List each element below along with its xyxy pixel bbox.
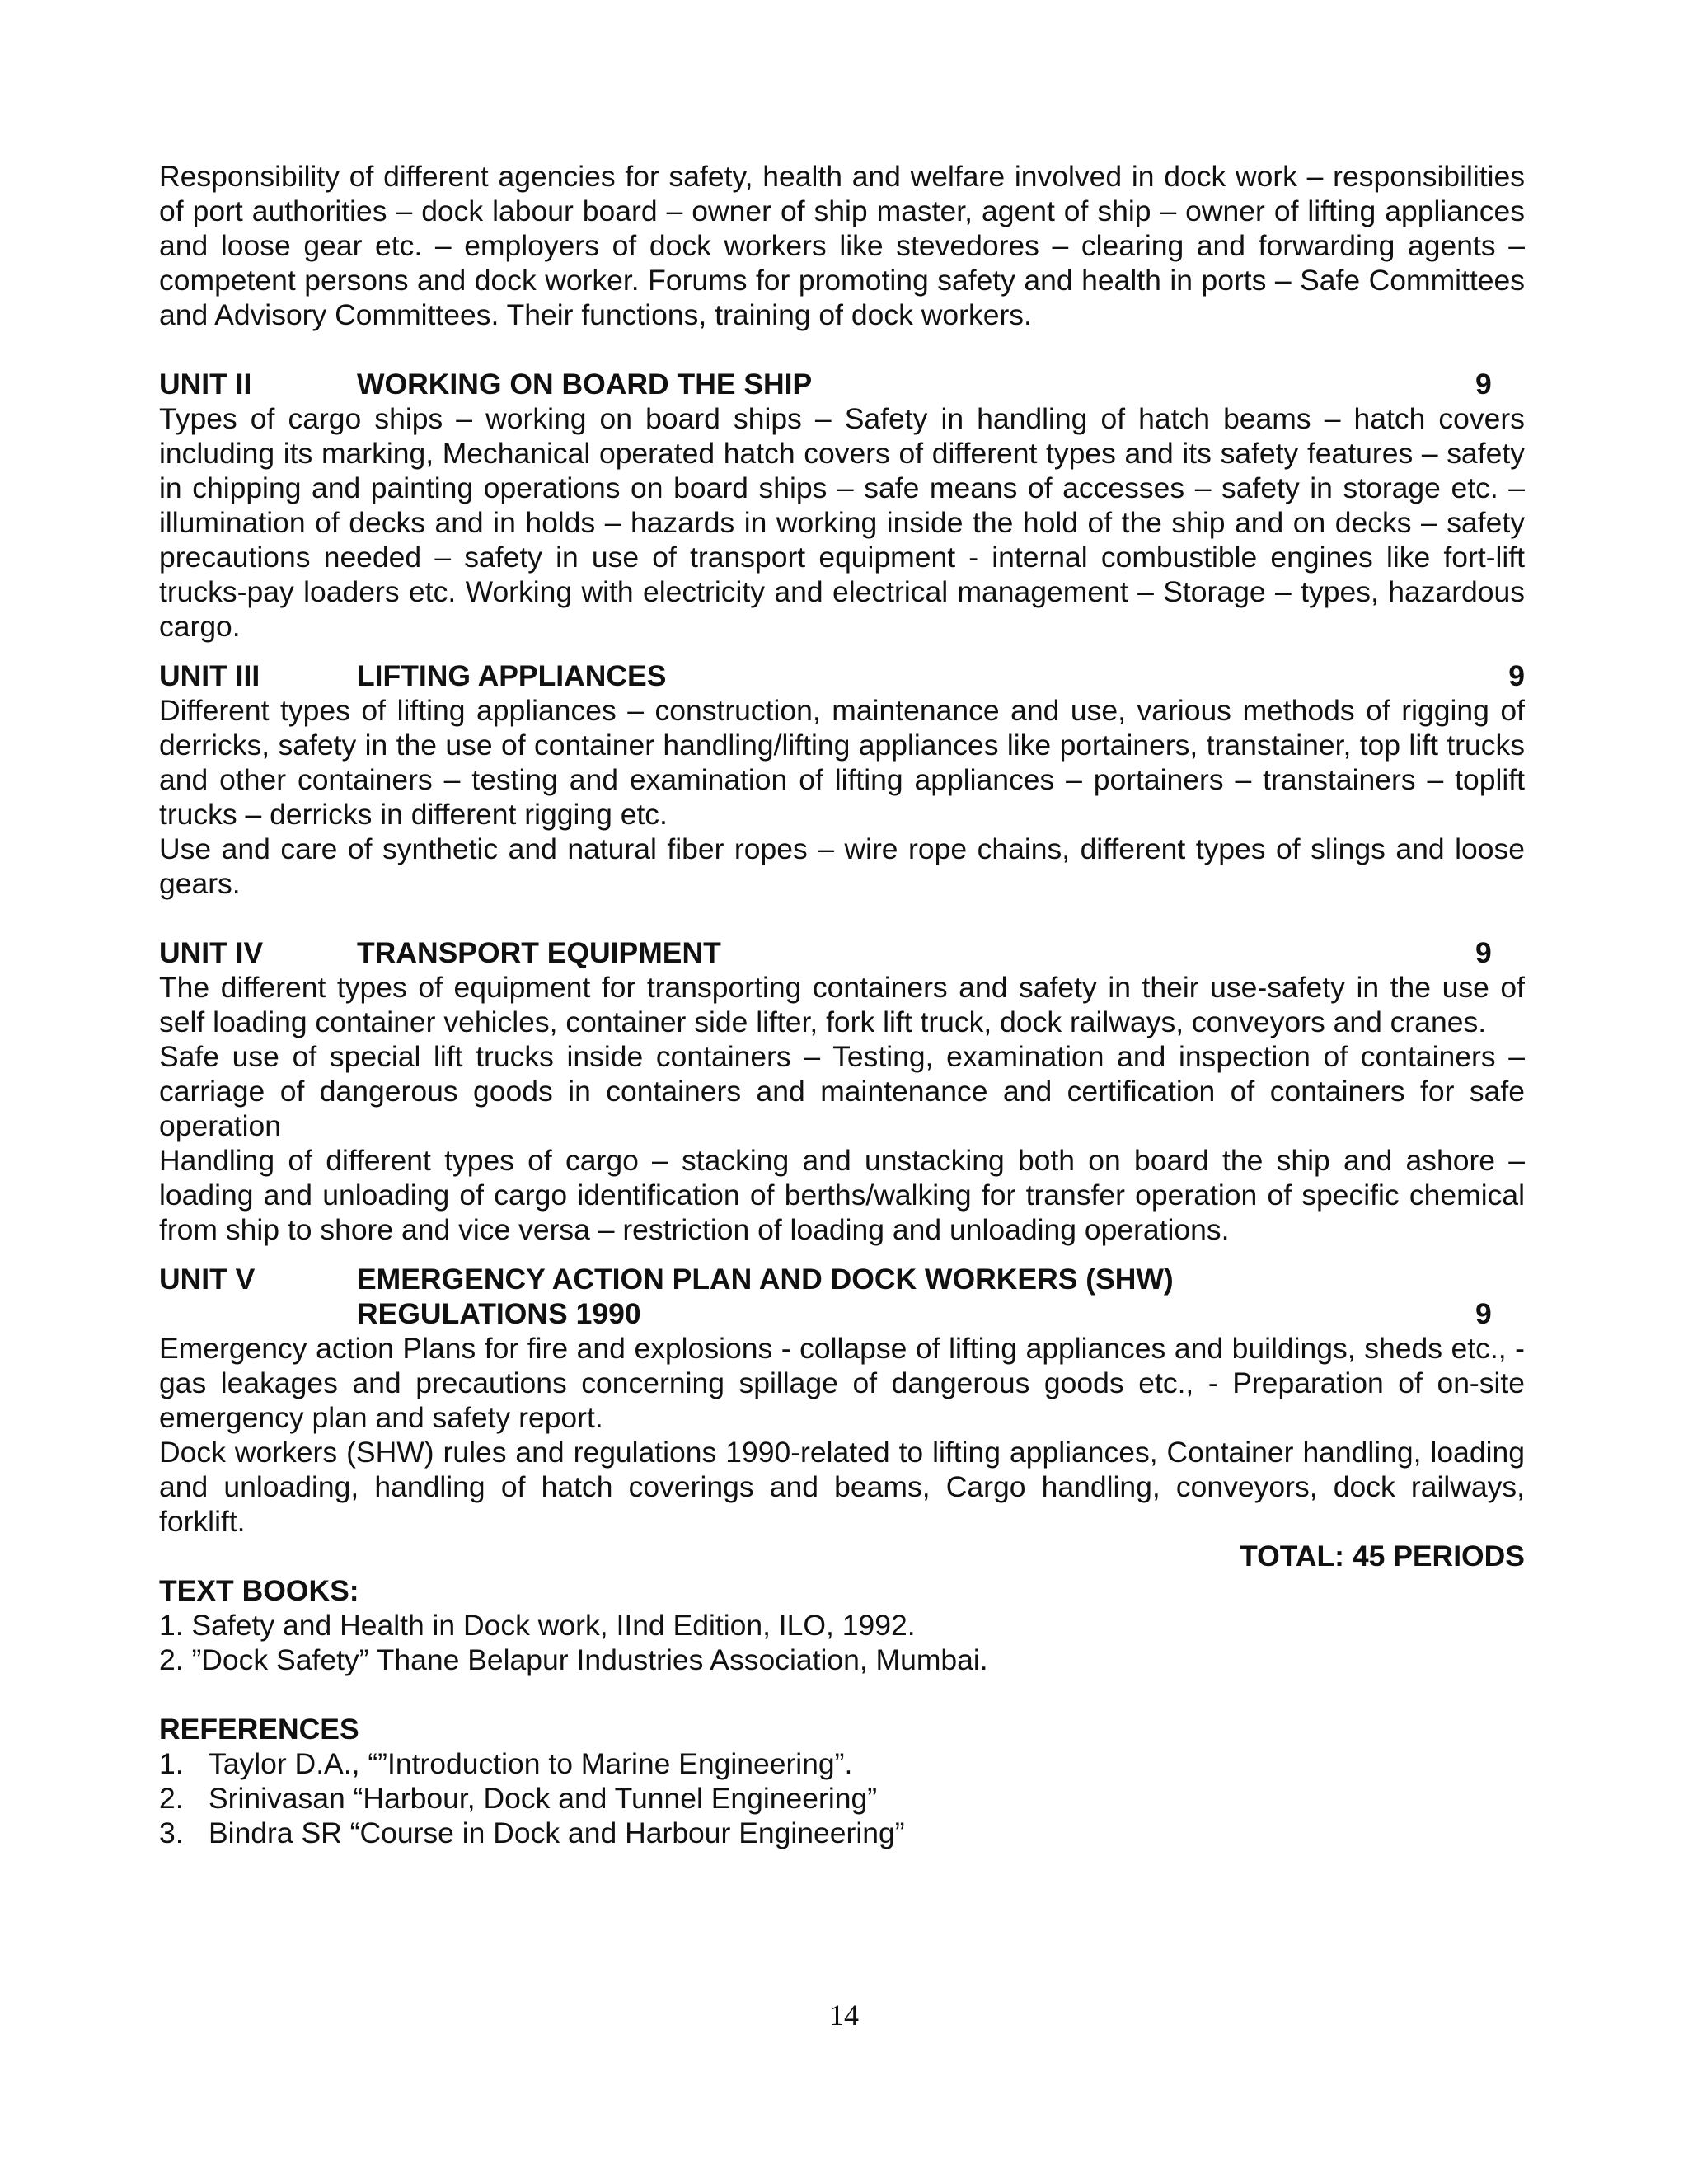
unit-title-continued: REGULATIONS 1990: [357, 1297, 641, 1330]
unit-title: WORKING ON BOARD THE SHIP: [357, 368, 813, 401]
page-content: [159, 159, 1525, 1850]
unit-periods: 9: [1475, 1297, 1492, 1330]
page-number: 14: [829, 1999, 859, 2032]
reference-number: 2.: [159, 1782, 184, 1815]
unit-periods: 9: [1475, 368, 1492, 401]
spacer: [159, 332, 1525, 367]
reference-number: 3.: [159, 1816, 184, 1849]
reference-item: [159, 1781, 1525, 1816]
references-heading: REFERENCES: [159, 1713, 359, 1746]
intro-paragraph: Responsibility of different agencies for safety, health and welfare involved in dock work – responsibilities of port authorities – dock labour board – owner of ship master, agent of ship – owner of lifting appliances and loose gear etc. – employers of dock workers like stevedores – clearing and forwarding agents – competent persons and dock worker. Forums for promoting safety and health in ports – Safe Committees and Advisory Committees. Their functions, training of dock workers.: [159, 160, 1525, 331]
unit-title: LIFTING APPLIANCES: [357, 659, 667, 692]
spacer: [159, 901, 1525, 935]
unit-5-paragraph-2: Dock workers (SHW) rules and regulations 1990-related to lifting appliances, Container handling, loading and unloading, handling of hatch coverings and beams, Cargo handling, conveyors, dock railways, forklift.: [159, 1436, 1525, 1538]
unit-2-heading: [159, 367, 1525, 401]
unit-periods-placeholder: [1475, 1262, 1525, 1296]
spacer: [159, 1677, 1525, 1712]
unit-number: UNIT III: [159, 659, 260, 692]
unit-number-blank: [159, 1296, 357, 1331]
spacer: [159, 1247, 1525, 1262]
unit-3-paragraph-2: Use and care of synthetic and natural fiber ropes – wire rope chains, different types of slings and loose gears.: [159, 832, 1525, 900]
total-periods: TOTAL: 45 PERIODS: [1240, 1540, 1525, 1572]
unit-4-paragraph-1: The different types of equipment for transporting containers and safety in their use-safety in the use of self loading container vehicles, container side lifter, fork lift truck, dock railways, conveyors and cranes.: [159, 971, 1525, 1038]
reference-item: [159, 1746, 1525, 1781]
unit-5-paragraph-1: Emergency action Plans for fire and explosions - collapse of lifting appliances and buildings, sheds etc., - gas leakages and precautions concerning spillage of dangerous goods etc., - Preparation of on-site emergency plan and safety report.: [159, 1332, 1525, 1434]
unit-5-heading-line-2: [159, 1296, 1525, 1331]
unit-title: TRANSPORT EQUIPMENT: [357, 936, 721, 969]
spacer: [159, 644, 1525, 658]
unit-5-heading-line-1: [159, 1262, 1525, 1296]
unit-number: UNIT IV: [159, 936, 264, 969]
unit-number: UNIT II: [159, 368, 252, 401]
unit-3-paragraph-1: Different types of lifting appliances – construction, maintenance and use, various methods of rigging of derricks, safety in the use of container handling/lifting appliances like portainers, transtainer, top lift trucks and other containers – testing and examination of lifting appliances – portainers – transtainers – toplift trucks – derricks in different rigging etc.: [159, 694, 1525, 831]
unit-2-paragraph: Types of cargo ships – working on board ships – Safety in handling of hatch beams – hatch covers including its marking, Mechanical operated hatch covers of different types and its safety features – safety in chipping and painting operations on board ships – safe means of accesses – safety in storage etc. – illumination of decks and in holds – hazards in working inside the hold of the ship and on decks – safety precautions needed – safety in use of transport equipment - internal combustible engines like fort-lift trucks-pay loaders etc. Working with electricity and electrical management – Storage – types, hazardous cargo.: [159, 402, 1525, 643]
text-book-item: 1. Safety and Health in Dock work, IInd Edition, ILO, 1992.: [159, 1609, 916, 1642]
unit-title: EMERGENCY ACTION PLAN AND DOCK WORKERS (SHW): [357, 1263, 1174, 1296]
text-books-heading: TEXT BOOKS:: [159, 1574, 359, 1607]
unit-periods: 9: [1508, 659, 1525, 692]
unit-periods: 9: [1475, 936, 1492, 969]
reference-text: Srinivasan “Harbour, Dock and Tunnel Engineering”: [209, 1782, 878, 1815]
reference-item: [159, 1816, 1525, 1850]
reference-text: Taylor D.A., “”Introduction to Marine Engineering”.: [209, 1747, 853, 1780]
unit-3-heading: [159, 658, 1525, 693]
unit-4-paragraph-2: Safe use of special lift trucks inside containers – Testing, examination and inspection of containers – carriage of dangerous goods in containers and maintenance and certification of containers for safe operation: [159, 1040, 1525, 1142]
reference-number: 1.: [159, 1747, 184, 1780]
text-book-item: 2. ”Dock Safety” Thane Belapur Industries Association, Mumbai.: [159, 1643, 988, 1676]
reference-text: Bindra SR “Course in Dock and Harbour Engineering”: [209, 1816, 905, 1849]
unit-4-heading: [159, 935, 1525, 970]
unit-4-paragraph-3: Handling of different types of cargo – stacking and unstacking both on board the ship and ashore – loading and unloading of cargo identification of berths/walking for transfer operation of specific chemical from ship to shore and vice versa – restriction of loading and unloading operations.: [159, 1144, 1525, 1246]
unit-number: UNIT V: [159, 1263, 256, 1296]
